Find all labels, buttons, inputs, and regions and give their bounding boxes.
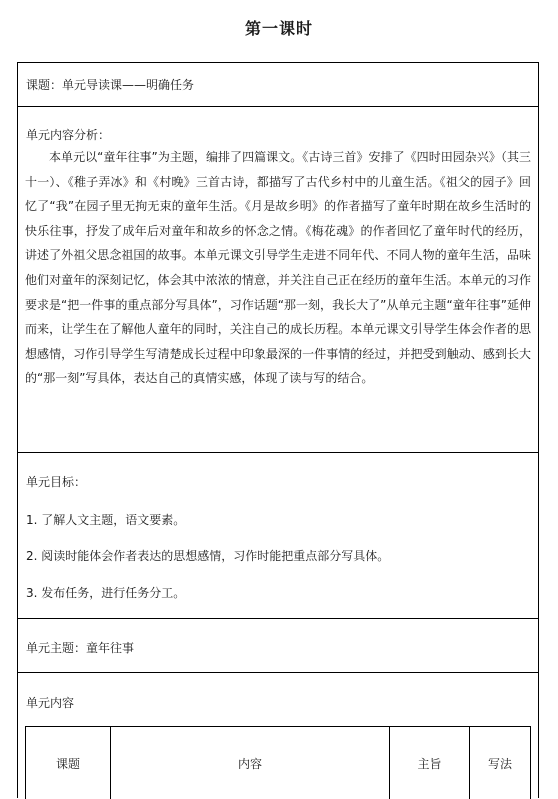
lesson-plan-table: [17, 62, 539, 798]
goal-item: 3. 发布任务，进行任务分工。: [26, 586, 186, 600]
goal-item: 2. 阅读时能体会作者表达的思想感情，习作时能把重点部分写具体。: [26, 549, 390, 563]
column-header-content: 内容: [111, 727, 390, 799]
content-subtable: [25, 726, 531, 799]
goals-row: [18, 453, 538, 619]
analysis-row: [18, 107, 538, 453]
page-title: 第一课时: [244, 19, 313, 38]
goals-heading: 单元目标：: [26, 475, 87, 489]
column-header-theme: 主旨: [390, 727, 470, 799]
column-header-title: 课题: [26, 727, 111, 799]
theme-row: [18, 619, 538, 673]
analysis-heading: 单元内容分析：: [26, 128, 111, 142]
analysis-body: 本单元以“童年往事”为主题，编排了四篇课文。《古诗三首》安排了《四时田园杂兴》（其三十一）、《稚子弄冰》和《村晚》三首古诗，都描写了古代乡村中的儿童生活。《祖父的园子》回忆了“我”在园子里无拘无束的童年生活。《月是故乡明》的作者描写了童年时期在故乡生活时的快乐往事，抒发了成年后对童年和故乡的怀念之情。《梅花魂》的作者回忆了童年时代的经历，讲述了外祖父思念祖国的故事。本单元课文引导学生走进不同年代、不同人物的童年生活，品味他们对童年的深刻记忆，体会其中浓浓的情意，并关注自己正在经历的童年生活。本单元的习作要求是“把一件事的重点部分写具体”，习作话题“那一刻，我长大了”从单元主题“童年往事”延伸而来，让学生在了解他人童年的同时，关注自己的成长历程。本单元课文引导学生体会作者的思想感情，习作引导学生写清楚成长过程中印象最深的一件事情的经过，并把受到触动、感到长大的“那一刻”写具体，表达自己的真情实感，体现了读与写的结合。: [25, 150, 531, 386]
lesson-topic-row: [18, 63, 538, 107]
goal-item: 1. 了解人文主题，语文要素。: [26, 513, 186, 527]
unit-theme: 单元主题：童年往事: [26, 641, 135, 655]
content-heading: 单元内容: [26, 696, 75, 710]
lesson-topic: 课题：单元导读课——明确任务: [26, 78, 195, 92]
column-header-method: 写法: [487, 756, 512, 771]
